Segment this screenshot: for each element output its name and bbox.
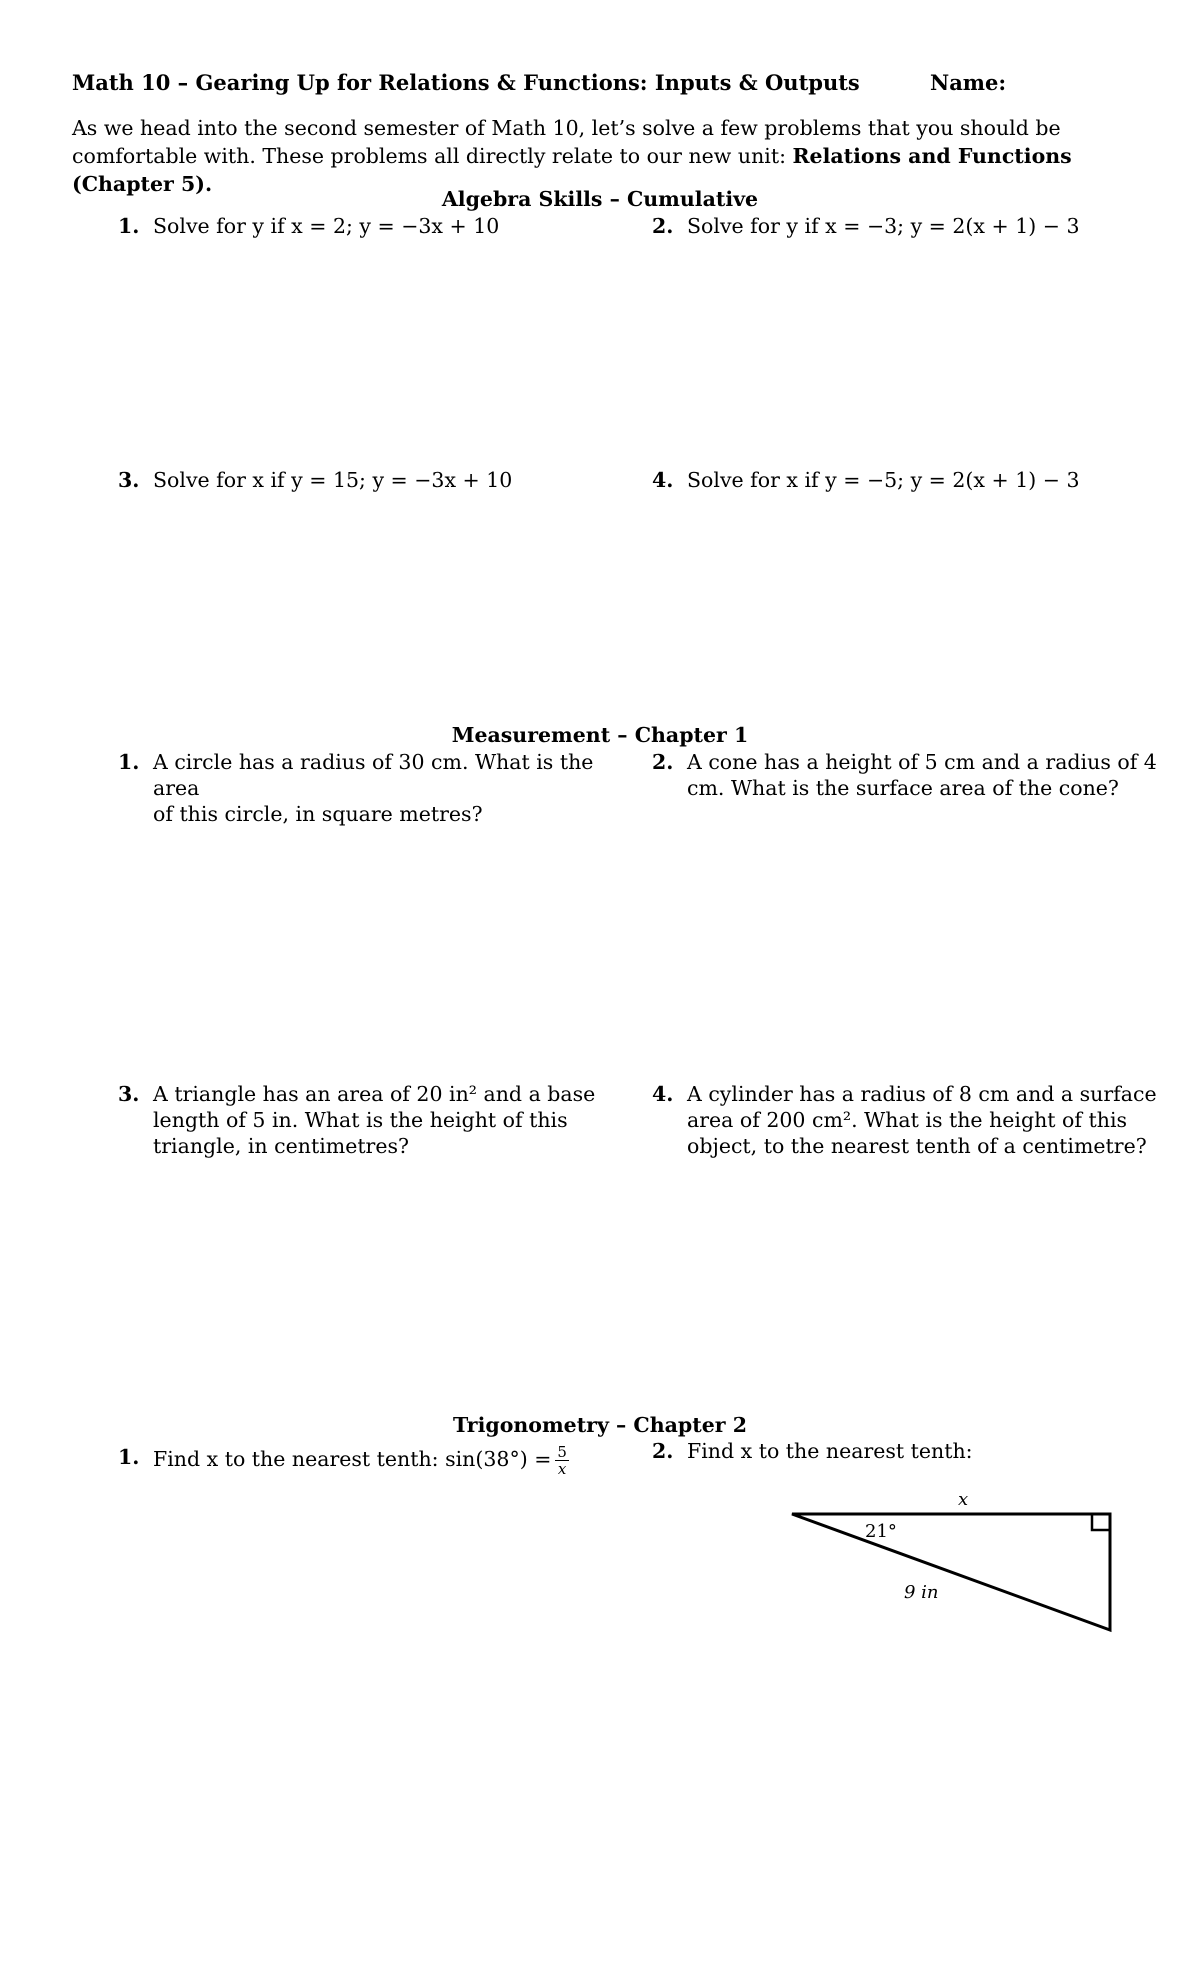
algebra-heading: Algebra Skills – Cumulative [441, 187, 759, 211]
problem-text [153, 749, 638, 827]
problem-line: A cone has a height of 5 cm and a radius of 4 [687, 750, 1157, 774]
trig-problem-1 [118, 1440, 638, 1480]
trig-problem-2 [652, 1438, 1172, 1466]
intro-text: As we head into the second semester of Math 10, let’s solve a few problems that you should be comfortable with. These problems all directly relate to our new unit: [72, 116, 1061, 168]
worksheet-title: Math 10 – Gearing Up for Relations & Functions: Inputs & Outputs [72, 70, 860, 95]
algebra-problem-3 [118, 467, 638, 495]
problem-line: of this circle, in square metres? [153, 802, 483, 826]
problem-number: 4. [652, 1082, 674, 1106]
problem-text: Find x to the nearest tenth: [687, 1439, 973, 1463]
problem-line: triangle, in centimetres? [153, 1134, 409, 1158]
problem-number: 3. [118, 1082, 140, 1106]
trigonometry-heading: Trigonometry – Chapter 2 [453, 1413, 747, 1437]
problem-line: A triangle has an area of 20 in² and a base [153, 1082, 596, 1106]
problem-number: 3. [118, 468, 140, 492]
measurement-heading: Measurement – Chapter 1 [451, 723, 749, 747]
problem-line: cm. What is the surface area of the cone? [687, 776, 1119, 800]
problem-number: 1. [118, 750, 140, 774]
algebra-problem-4 [652, 467, 1172, 495]
problem-line: object, to the nearest tenth of a centimetre? [687, 1134, 1147, 1158]
measurement-problem-1 [118, 749, 638, 826]
hypotenuse-label: 9 in [904, 1582, 939, 1603]
angle-label: 21° [865, 1521, 897, 1542]
problem-line: A cylinder has a radius of 8 cm and a surface [687, 1082, 1157, 1106]
problem-text: Solve for y if x = 2; y = −3x + 10 [153, 214, 500, 238]
problem-number: 2. [652, 1439, 674, 1463]
problem-line: length of 5 in. What is the height of this [153, 1108, 568, 1132]
measurement-problem-3 [118, 1081, 638, 1161]
problem-line: A circle has a radius of 30 cm. What is the area [153, 750, 594, 800]
problem-number: 1. [118, 214, 140, 238]
side-label-x: x [958, 1489, 969, 1510]
problem-number: 2. [652, 214, 674, 238]
triangle-outline [792, 1514, 1110, 1630]
problem-line: area of 200 cm². What is the height of this [687, 1108, 1128, 1132]
problem-number: 2. [652, 750, 674, 774]
problem-text [687, 1081, 1157, 1159]
problem-text: Solve for y if x = −3; y = 2(x + 1) − 3 [687, 214, 1080, 238]
intro-paragraph [72, 114, 1132, 198]
fraction [555, 1444, 569, 1477]
problem-text: Solve for x if y = 15; y = −3x + 10 [153, 468, 513, 492]
fraction-numerator: 5 [557, 1443, 567, 1461]
algebra-problem-2 [652, 213, 1172, 241]
problem-number: 4. [652, 468, 674, 492]
name-label: Name: [930, 70, 1007, 95]
problem-text: Solve for x if y = −5; y = 2(x + 1) − 3 [687, 468, 1080, 492]
fraction-denominator: x [557, 1460, 567, 1478]
problem-text [153, 1444, 569, 1477]
right-triangle-diagram [780, 1480, 1120, 1640]
intro-bold: Relations and Functions (Chapter 5). [72, 144, 1072, 196]
measurement-problem-2 [652, 749, 1172, 805]
problem-text [153, 1081, 595, 1159]
problem-text [687, 749, 1157, 801]
algebra-problem-1 [118, 213, 638, 241]
problem-number: 1. [118, 1445, 140, 1469]
problem-text-main: Find x to the nearest tenth: sin(38°) = [153, 1447, 552, 1471]
right-angle-marker [1092, 1514, 1110, 1530]
measurement-problem-4 [652, 1081, 1172, 1161]
